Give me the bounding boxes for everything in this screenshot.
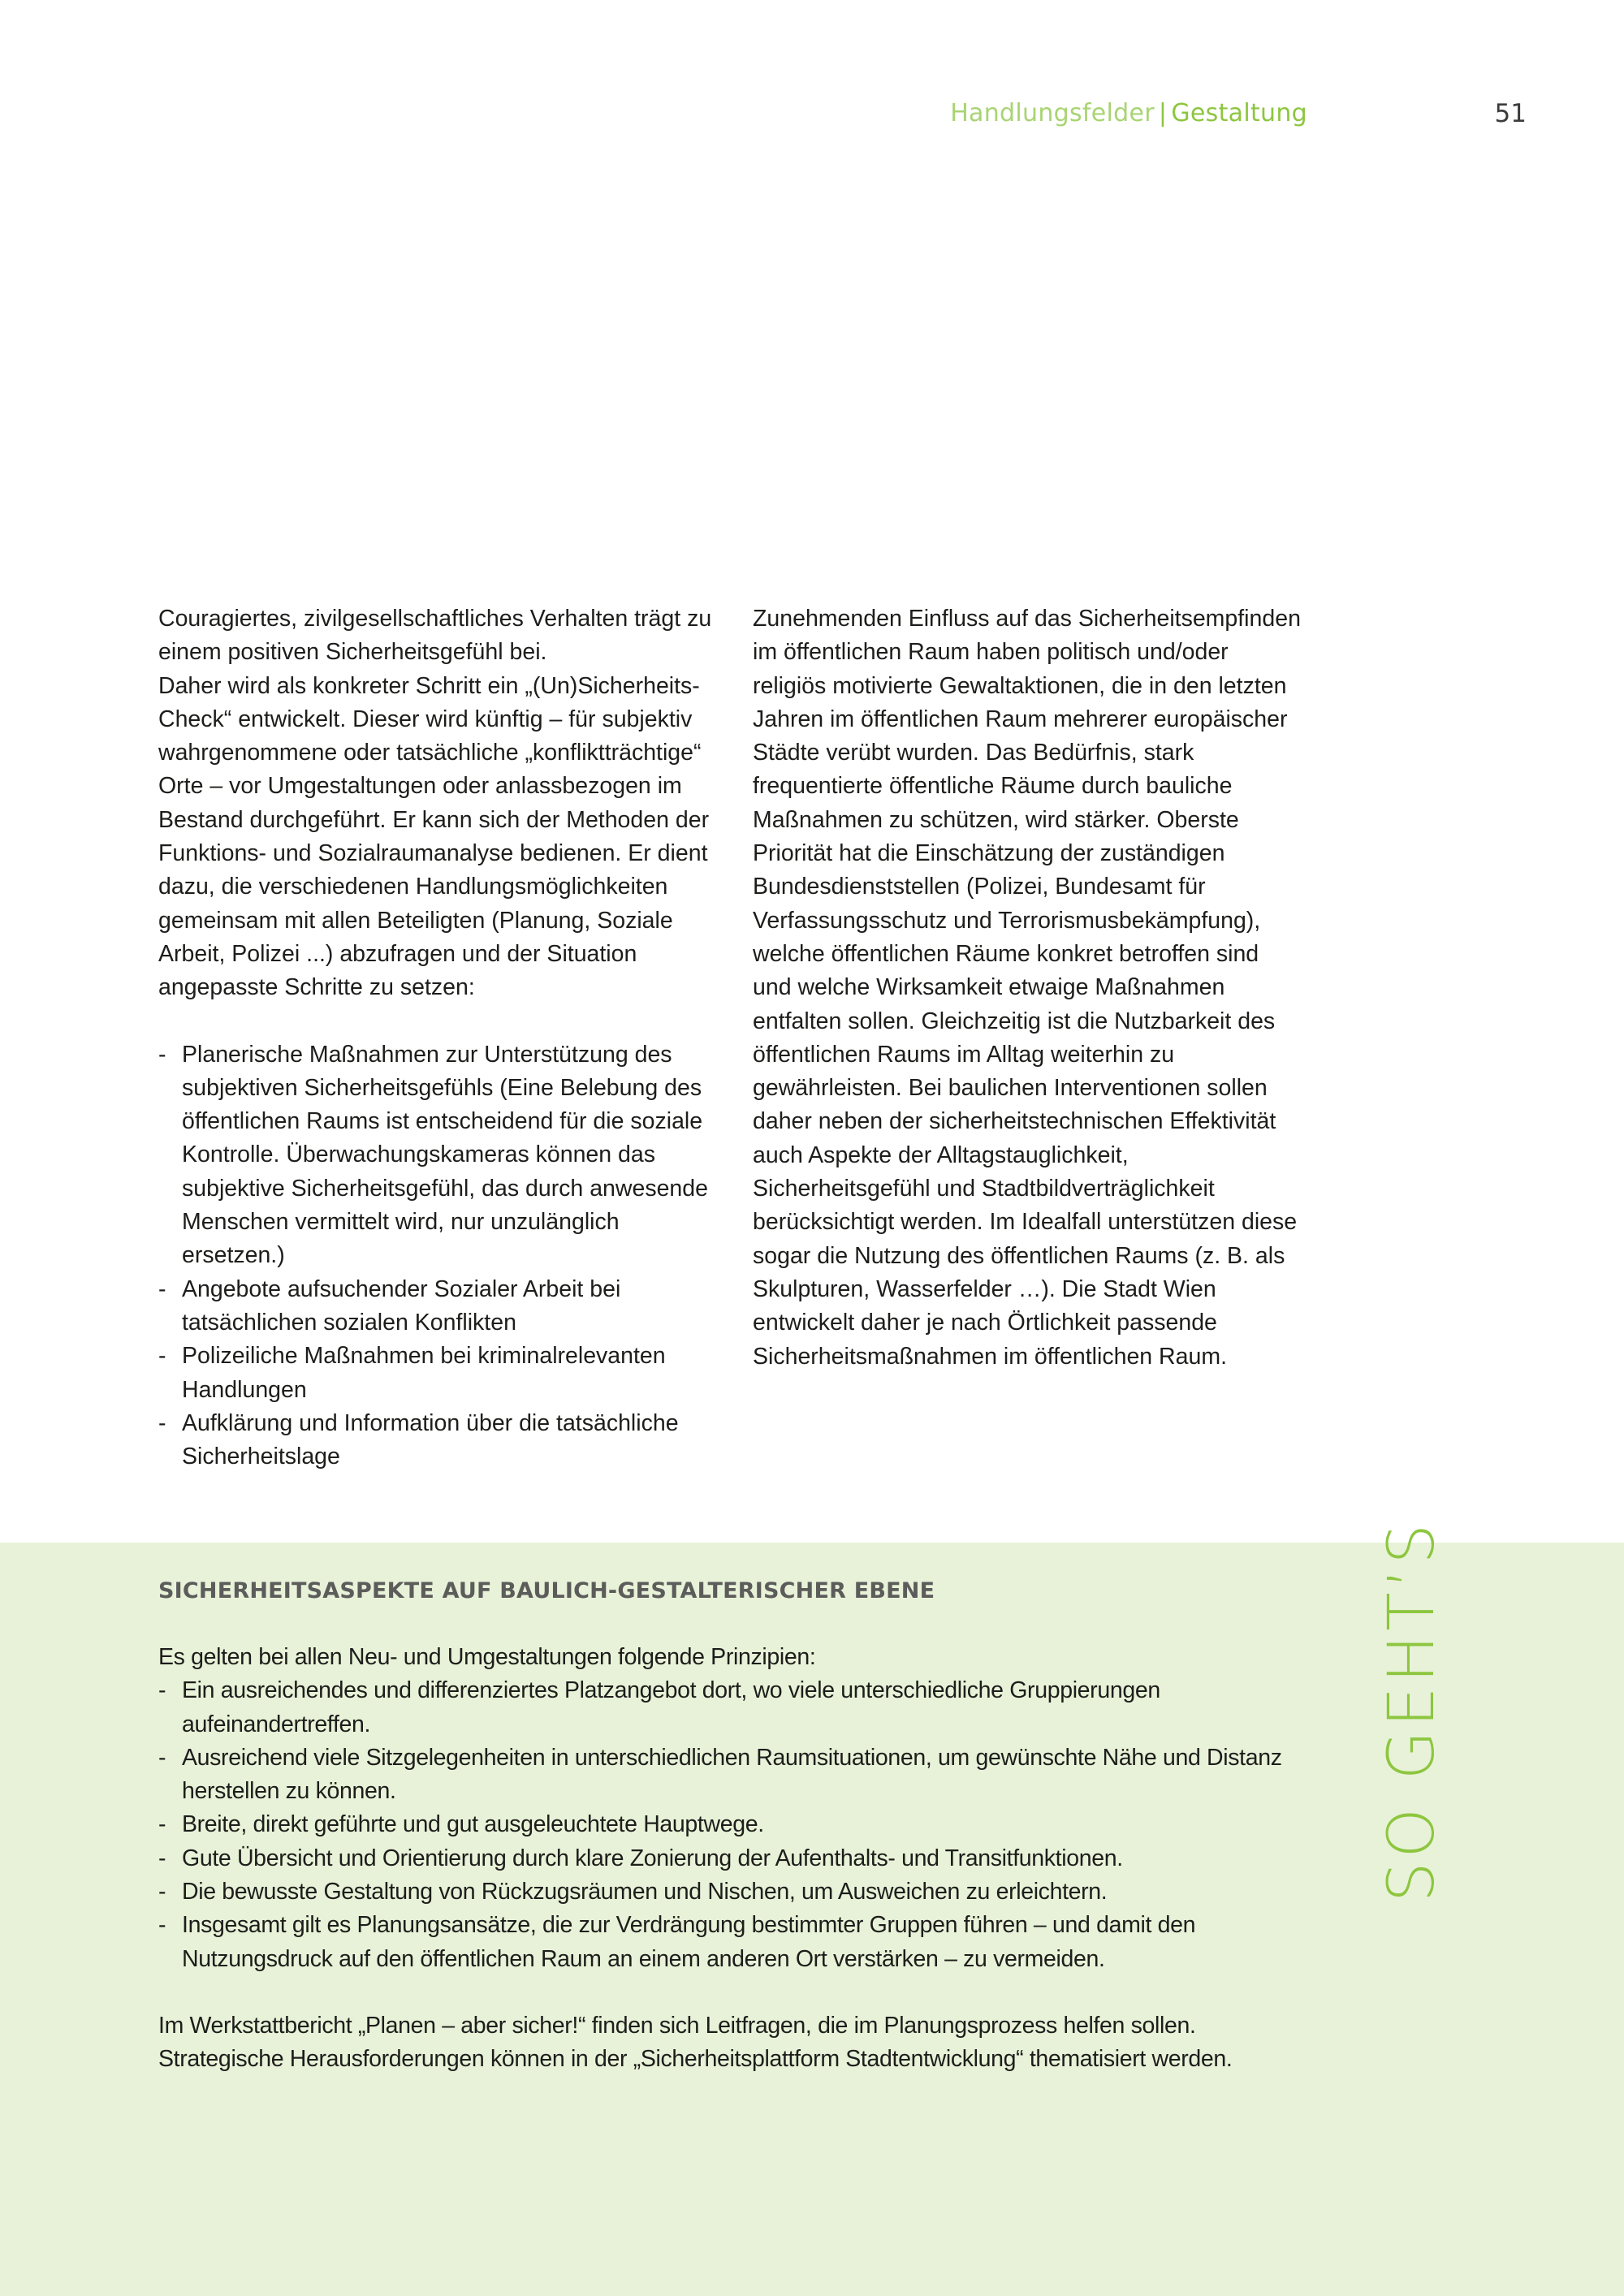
list-item: - Planerische Maßnahmen zur Unterstützung des subjektiven Sicherheitsgefühls (Eine Belebung des öffentlichen Raums ist entscheidend für die soziale Kontrolle. Überwachungskameras können das subjektive Sicherheitsgefühl, das durch anwesende Menschen vermittelt wird, nur unzulänglich ersetzen.) <box>158 1038 719 1273</box>
list-item: - Breite, direkt geführte und gut ausgeleuchtete Hauptwege. <box>158 1808 1307 1841</box>
so-gehts-label: SO GEHT’S <box>1376 1519 1449 1902</box>
section-title <box>950 99 1307 127</box>
left-column <box>158 602 719 1474</box>
header-separator: | <box>1158 99 1168 127</box>
list-item: - Aufklärung und Information über die tatsächliche Sicherheitslage <box>158 1407 719 1474</box>
chapter-label: Handlungsfelder <box>950 99 1155 127</box>
right-column <box>753 602 1301 1374</box>
paragraph: Zunehmenden Einfluss auf das Sicherheitsempfinden im öffentlichen Raum haben politisch und/oder religiös motivierte Gewaltaktionen, die in den letzten Jahren im öffentlichen Raum mehrerer europäischer Städte verübt wurden. Das Bedürfnis, stark frequentierte öffentliche Räume durch bauliche Maßnahmen zu schützen, wird stärker. Oberste Priorität hat die Einschätzung der zuständigen Bundesdienststellen (Polizei, Bundesamt für Verfassungsschutz und Terrorismusbekämpfung), welche öffentlichen Räume konkret betroffen sind und welche Wirksamkeit etwaige Maßnahmen entfalten sollen. Gleichzeitig ist die Nutzbarkeit des öffentlichen Raums im Alltag weiterhin zu gewährleisten. Bei baulichen Interventionen sollen daher neben der sicherheitstechnischen Effektivität auch Aspekte der Alltagstauglichkeit, Sicherheitsgefühl und Stadtbildverträglichkeit berücksichtigt werden. Im Idealfall unterstützen diese sogar die Nutzung des öffentlichen Raums (z. B. als Skulpturen, Wasserfelder …). Die Stadt Wien entwickelt daher je nach Örtlichkeit passende Sicherheitsmaßnahmen im öffentlichen Raum. <box>753 606 1301 1370</box>
list-item: - Ausreichend viele Sitzgelegenheiten in unterschiedlichen Raumsituationen, um gewünschte Nähe und Distanz herstellen zu können. <box>158 1741 1307 1809</box>
list-item: - Gute Übersicht und Orientierung durch klare Zonierung der Aufenthalts- und Transitfunktionen. <box>158 1842 1307 1875</box>
info-box-closing: Im Werkstattbericht „Planen – aber sicher!“ finden sich Leitfragen, die im Planungsprozess helfen sollen. Strategische Herausforderungen können in der „Sicherheitsplattform Stadtentwicklung“ thematisiert werden. <box>158 2012 1233 2073</box>
paragraph: Couragiertes, zivilgesellschaftliches Verhalten trägt zu einem positiven Sicherheitsgefühl bei. <box>158 606 712 666</box>
list-item: - Angebote aufsuchender Sozialer Arbeit bei tatsächlichen sozialen Konflikten <box>158 1273 719 1340</box>
paragraph: Daher wird als konkreter Schritt ein „(Un)Sicherheits-Check“ entwickelt. Dieser wird künftig – für subjektiv wahrgenommene oder tatsächliche „konfliktträchtige“ Orte – vor Umgestaltungen oder anlassbezogen im Bestand durchgeführt. Er kann sich der Methoden der Funktions- und Sozialraumanalyse bedienen. Er dient dazu, die verschiedenen Handlungsmöglichkeiten gemeinsam mit allen Beteiligten (Planung, Soziale Arbeit, Polizei ...) abzufragen und der Situation angepasste Schritte zu setzen: <box>158 672 710 1001</box>
principles-list <box>158 1674 1307 1976</box>
list-item: - Insgesamt gilt es Planungsansätze, die zur Verdrängung bestimmter Gruppen führen – und damit den Nutzungsdruck auf den öffentlichen Raum an einem anderen Ort verstärken – zu vermeiden. <box>158 1909 1307 1976</box>
section-label: Gestaltung <box>1171 99 1307 127</box>
list-item: - Die bewusste Gestaltung von Rückzugsräumen und Nischen, um Ausweichen zu erleichtern. <box>158 1875 1307 1909</box>
info-box-heading: SICHERHEITSASPEKTE AUF BAULICH-GESTALTERISCHER EBENE <box>158 1578 935 1603</box>
list-item: - Ein ausreichendes und differenziertes Platzangebot dort, wo viele unterschiedliche Gruppierungen aufeinandertreffen. <box>158 1674 1307 1741</box>
running-header <box>0 99 1624 138</box>
list-item: - Polizeiliche Maßnahmen bei kriminalrelevanten Handlungen <box>158 1340 719 1407</box>
info-box-content <box>158 1575 1307 2077</box>
page-number: 51 <box>1494 99 1527 128</box>
measures-list <box>158 1038 719 1474</box>
info-box <box>0 1519 1624 2296</box>
info-box-intro: Es gelten bei allen Neu- und Umgestaltungen folgende Prinzipien: <box>158 1644 816 1670</box>
